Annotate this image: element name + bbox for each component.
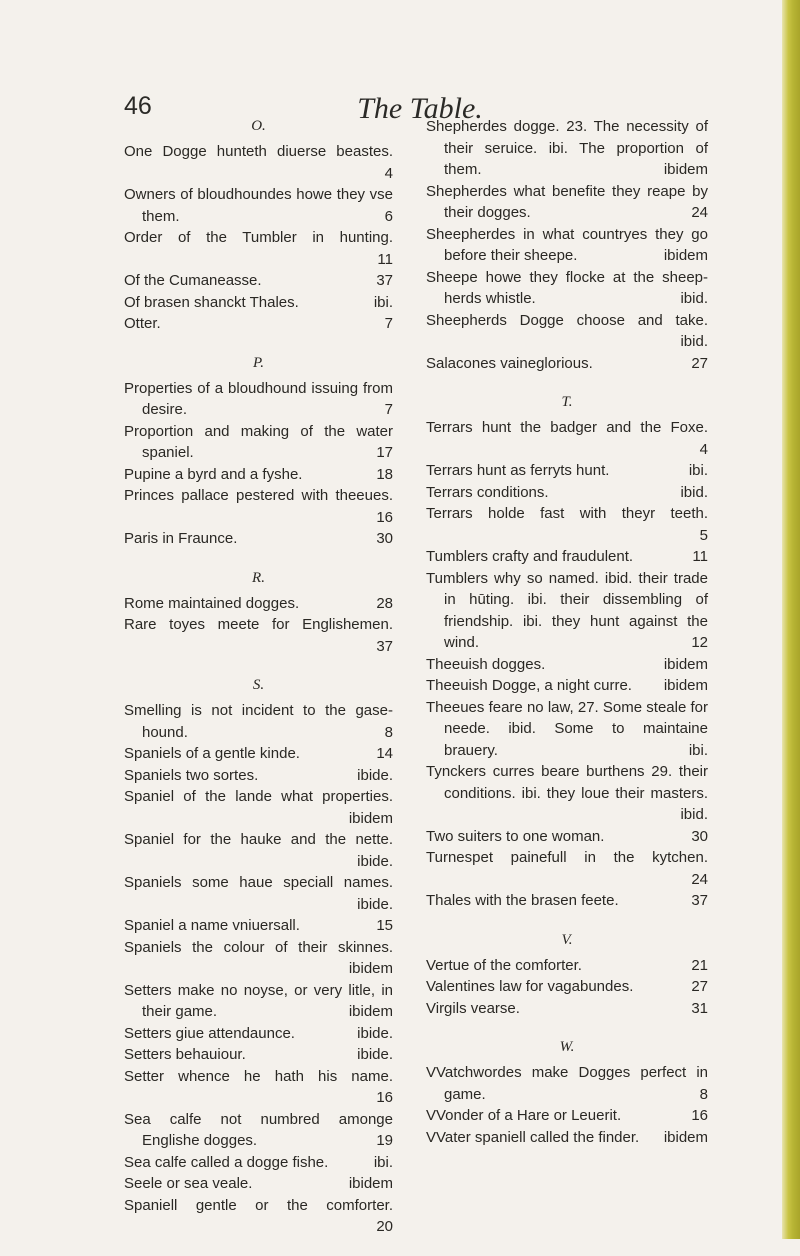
entry-page-ref: ibide.	[357, 766, 393, 784]
entry-text-content: Order of the Tumbler in hunting.	[124, 229, 393, 246]
entry-text	[426, 568, 708, 654]
entry-page-ref: 16	[376, 508, 393, 526]
index-entry	[124, 141, 393, 184]
entry-text	[426, 267, 708, 310]
index-entry	[124, 270, 393, 292]
entry-text	[124, 1044, 393, 1066]
entry-text	[426, 697, 708, 762]
index-column-right	[426, 116, 708, 1166]
entry-page-ref: ibi.	[688, 741, 708, 759]
index-entry	[124, 614, 393, 657]
index-entry	[124, 184, 393, 227]
entry-page-ref: 6	[384, 207, 393, 225]
entry-text-content: Terrars conditions.	[426, 483, 549, 501]
entry-page-ref: 4	[384, 164, 393, 182]
index-section	[426, 392, 708, 912]
entry-text	[124, 378, 393, 421]
entry-page-ref: ibi.	[373, 1153, 393, 1171]
entry-text	[426, 546, 708, 568]
entry-text-content: Virgils vearse.	[426, 999, 520, 1017]
entry-text	[426, 482, 708, 504]
index-entry	[124, 1173, 393, 1195]
entry-text	[426, 826, 708, 848]
book-spine-edge	[782, 0, 800, 1239]
index-section	[124, 675, 393, 1238]
index-section	[124, 116, 393, 335]
index-entry	[426, 116, 708, 181]
index-entry	[124, 313, 393, 335]
entry-text-content: Princes pallace pestered with theeues.	[124, 487, 393, 504]
entry-text-content: Paris in Fraunce.	[124, 530, 238, 547]
section-letter-heading: V.	[561, 931, 573, 948]
entry-text-content: Shepherdes what benefite they reape by their dogges.	[426, 182, 708, 221]
entry-page-ref: ibide.	[357, 1024, 393, 1042]
index-entry	[124, 292, 393, 314]
index-entry	[124, 743, 393, 765]
entry-page-ref: 14	[376, 745, 393, 762]
entry-text	[124, 227, 393, 270]
entry-text	[124, 915, 393, 937]
index-entry	[124, 937, 393, 980]
entry-text-content: Sea calfe not numbred amonge Englishe dogges.	[124, 1110, 393, 1149]
entry-page-ref: ibide.	[357, 895, 393, 913]
entry-text-content: Tynckers curres beare burthens 29. their conditions. ibi. they loue their masters.	[426, 763, 708, 802]
index-section	[426, 1037, 708, 1148]
index-entry	[426, 847, 708, 890]
entry-text-content: Vertue of the comforter.	[426, 956, 582, 974]
section-letter-heading: P.	[253, 354, 264, 371]
entry-text-content: Spaniels the colour of their skinnes.	[124, 938, 393, 956]
entry-page-ref: ibid.	[680, 333, 708, 350]
index-entry	[124, 915, 393, 937]
entry-text	[124, 1152, 393, 1174]
entry-page-ref: ibidem	[663, 677, 708, 694]
entry-page-ref: ibi.	[373, 293, 393, 311]
entry-page-ref: 37	[691, 892, 708, 909]
index-entry	[426, 761, 708, 826]
entry-page-ref: 11	[692, 548, 708, 565]
index-entry	[124, 464, 393, 486]
entry-text	[124, 141, 393, 184]
entry-text-content: Sheepe howe they flocke at the sheep-herds whistle.	[426, 268, 708, 307]
entry-page-ref: 24	[691, 870, 708, 888]
entry-text	[124, 1023, 393, 1045]
entry-text-content: Theeuish dogges.	[426, 655, 546, 673]
entry-text	[124, 528, 393, 550]
entry-text-content: Terrars hunt as ferryts hunt.	[426, 462, 610, 479]
entry-page-ref: 12	[691, 634, 708, 651]
entry-page-ref: 11	[377, 250, 393, 268]
index-entry	[124, 378, 393, 421]
entry-page-ref: ibidem	[663, 247, 708, 264]
index-entry	[426, 546, 708, 568]
section-letter-heading: S.	[252, 677, 265, 693]
entry-page-ref: 18	[376, 465, 393, 483]
entry-page-ref: 30	[376, 530, 393, 547]
entry-text-content: VVatchwordes make Dogges perfect in game.	[426, 1064, 708, 1103]
entry-text	[426, 1105, 708, 1127]
entry-page-ref: 4	[699, 440, 708, 458]
entry-page-ref: 37	[376, 272, 393, 289]
entry-text	[124, 292, 393, 314]
index-section	[124, 568, 393, 658]
entry-text-content: VVonder of a Hare or Leuerit.	[426, 1107, 622, 1124]
index-entry	[426, 675, 708, 697]
entry-text-content: Setters make no noyse, or very litle, in their game.	[124, 981, 393, 1020]
index-column-left	[124, 116, 393, 1256]
entry-page-ref: ibide.	[357, 852, 393, 870]
entry-text	[426, 955, 708, 977]
entry-text-content: Spaniel a name vniuersall.	[124, 917, 300, 934]
index-section	[124, 353, 393, 550]
index-entry	[124, 829, 393, 872]
index-entry	[124, 593, 393, 615]
section-letter-heading: T.	[561, 394, 573, 410]
index-entry	[124, 980, 393, 1023]
entry-text	[124, 829, 393, 872]
entry-page-ref: 28	[376, 594, 393, 612]
entry-text-content: Terrars hunt the badger and the Foxe.	[426, 419, 708, 436]
entry-text-content: Setter whence he hath his name.	[124, 1067, 393, 1085]
index-entry	[426, 460, 708, 482]
index-entry	[426, 955, 708, 977]
entry-text-content: Owners of bloudhoundes howe they vse them.	[124, 186, 393, 225]
entry-page-ref: 7	[384, 401, 393, 418]
entry-text-content: Theeuish Dogge, a night curre.	[426, 677, 632, 694]
entry-text-content: Of the Cumaneasse.	[124, 272, 262, 289]
index-entry	[426, 890, 708, 912]
index-entry	[426, 568, 708, 654]
entry-page-ref: 27	[691, 354, 708, 372]
entry-text	[124, 1109, 393, 1152]
section-letter-heading: O.	[251, 118, 266, 134]
entry-text-content: Otter.	[124, 315, 161, 332]
entry-text-content: Two suiters to one woman.	[426, 827, 605, 845]
entry-text-content: Shepherdes dogge. 23. The necessity of their seruice. ibi. The proportion of them.	[426, 118, 708, 178]
entry-page-ref: 15	[376, 917, 393, 934]
entry-text-content: Properties of a bloudhound issuing from desire.	[124, 379, 393, 418]
entry-text	[426, 417, 708, 460]
entry-text	[124, 313, 393, 335]
entry-page-ref: 20	[376, 1218, 393, 1235]
entry-text	[124, 270, 393, 292]
entry-text	[124, 700, 393, 743]
entry-page-ref: ibidem	[663, 1128, 708, 1146]
index-entry	[426, 353, 708, 375]
entry-text-content: Spaniels of a gentle kinde.	[124, 745, 300, 762]
entry-text	[426, 761, 708, 826]
entry-text-content: Rare toyes meete for Englishemen.	[124, 616, 393, 633]
entry-page-ref: 19	[376, 1132, 393, 1149]
entry-text	[426, 976, 708, 998]
entry-text-content: One Dogge hunteth diuerse beastes.	[124, 143, 393, 160]
entry-text-content: Rome maintained dogges.	[124, 594, 300, 612]
entry-text	[124, 593, 393, 615]
entry-text-content: Sheepherdes in what countryes they go before their sheepe.	[426, 225, 708, 264]
page-number: 46	[124, 92, 152, 120]
index-entry	[124, 1109, 393, 1152]
entry-text-content: Of brasen shanckt Thales.	[124, 293, 299, 311]
entry-text-content: Setters behauiour.	[124, 1046, 246, 1063]
entry-page-ref: ibide.	[357, 1046, 393, 1063]
entry-text	[124, 485, 393, 528]
entry-text-content: Proportion and making of the water spaniel.	[124, 422, 393, 461]
entry-text	[124, 421, 393, 464]
entry-text	[426, 181, 708, 224]
entry-text	[426, 460, 708, 482]
index-entry	[426, 654, 708, 676]
entry-page-ref: ibidem	[348, 1003, 393, 1020]
index-entry	[426, 998, 708, 1020]
index-entry	[124, 765, 393, 787]
index-entry	[124, 528, 393, 550]
entry-text	[426, 847, 708, 890]
entry-text-content: VVater spaniell called the finder.	[426, 1128, 640, 1146]
index-entry	[124, 421, 393, 464]
entry-text	[124, 743, 393, 765]
entry-text-content: Smelling is not incident to the gase-hound.	[124, 702, 393, 741]
entry-text	[124, 765, 393, 787]
entry-page-ref: ibidem	[348, 1175, 393, 1192]
entry-page-ref: 24	[691, 204, 708, 221]
entry-page-ref: 7	[384, 315, 393, 332]
index-entry	[426, 1062, 708, 1105]
entry-text-content: Theeues feare no law, 27. Some steale for neede. ibid. Some to maintaine brauery.	[426, 698, 708, 759]
index-entry	[124, 700, 393, 743]
entry-page-ref: 27	[691, 978, 708, 995]
entry-text-content: Seele or sea veale.	[124, 1175, 253, 1192]
entry-text-content: Spaniels some haue speciall names.	[124, 874, 393, 891]
entry-page-ref: 8	[699, 1085, 708, 1103]
entry-page-ref: 16	[691, 1107, 708, 1124]
entry-page-ref: 21	[691, 956, 708, 974]
entry-text-content: Pupine a byrd and a fyshe.	[124, 465, 303, 483]
index-entry	[124, 227, 393, 270]
entry-text-content: Spaniell gentle or the comforter.	[124, 1196, 393, 1214]
index-entry	[426, 1105, 708, 1127]
section-letter-heading: W.	[559, 1039, 575, 1055]
index-entry	[124, 1152, 393, 1174]
entry-text-content: Tumblers crafty and fraudulent.	[426, 548, 634, 565]
entry-text	[124, 614, 393, 657]
entry-text	[426, 503, 708, 546]
entry-text	[124, 872, 393, 915]
entry-page-ref: 37	[376, 637, 393, 655]
entry-page-ref: ibi.	[688, 462, 708, 479]
index-entry	[124, 1023, 393, 1045]
entry-text	[426, 353, 708, 375]
entry-text-content: Salacones vaineglorious.	[426, 354, 593, 372]
entry-page-ref: ibid.	[680, 806, 708, 823]
entry-page-ref: 17	[376, 444, 393, 461]
entry-text-content: Tumblers why so named. ibid. their trade in hūting. ibi. their dissembling of friendship. ibi. they hunt against the wind.	[426, 569, 708, 651]
entry-text	[426, 890, 708, 912]
entry-text	[124, 1195, 393, 1238]
index-entry	[124, 1044, 393, 1066]
entry-page-ref: 8	[384, 723, 393, 741]
entry-page-ref: ibid.	[680, 290, 708, 307]
entry-page-ref: 16	[376, 1089, 393, 1106]
entry-page-ref: 31	[691, 999, 708, 1017]
index-entry	[124, 1066, 393, 1109]
entry-page-ref: ibid.	[680, 483, 708, 501]
entry-page-ref: ibidem	[663, 161, 708, 178]
entry-text	[426, 1062, 708, 1105]
index-entry	[124, 872, 393, 915]
running-title: The Table.	[357, 92, 483, 125]
index-entry	[426, 181, 708, 224]
entry-text-content: Valentines law for vagabundes.	[426, 978, 634, 995]
index-section	[426, 930, 708, 1020]
entry-text-content: Spaniel of the lande what properties.	[124, 788, 393, 805]
entry-text	[426, 310, 708, 353]
index-entry	[124, 786, 393, 829]
entry-page-ref: ibidem	[663, 655, 708, 673]
entry-text	[124, 184, 393, 227]
index-entry	[426, 310, 708, 353]
entry-page-ref: ibidem	[348, 960, 393, 977]
index-entry	[426, 267, 708, 310]
section-letter-heading: R.	[252, 569, 265, 586]
index-entry	[426, 976, 708, 998]
index-entry	[124, 1195, 393, 1238]
entry-text	[124, 464, 393, 486]
index-entry	[426, 503, 708, 546]
index-entry	[124, 485, 393, 528]
entry-page-ref: 30	[691, 827, 708, 845]
entry-page-ref: ibidem	[348, 809, 393, 827]
entry-text-content: Sheepherds Dogge choose and take.	[426, 311, 708, 329]
index-entry	[426, 224, 708, 267]
entry-text-content: Spaniels two sortes.	[124, 766, 259, 784]
index-section	[426, 116, 708, 374]
entry-text	[124, 1066, 393, 1109]
entry-text-content: Turnespet painefull in the kytchen.	[426, 849, 708, 866]
entry-text-content: Setters giue attendaunce.	[124, 1024, 295, 1042]
index-entry	[426, 482, 708, 504]
entry-page-ref: 5	[699, 526, 708, 544]
entry-text-content: Sea calfe called a dogge fishe.	[124, 1153, 329, 1171]
index-entry	[426, 826, 708, 848]
entry-text-content: Thales with the brasen feete.	[426, 892, 619, 909]
entry-text-content: Spaniel for the hauke and the nette.	[124, 831, 393, 848]
index-entry	[426, 1127, 708, 1149]
index-entry	[426, 697, 708, 762]
entry-text-content: Terrars holde fast with theyr teeth.	[426, 505, 708, 522]
entry-text	[426, 998, 708, 1020]
index-entry	[426, 417, 708, 460]
